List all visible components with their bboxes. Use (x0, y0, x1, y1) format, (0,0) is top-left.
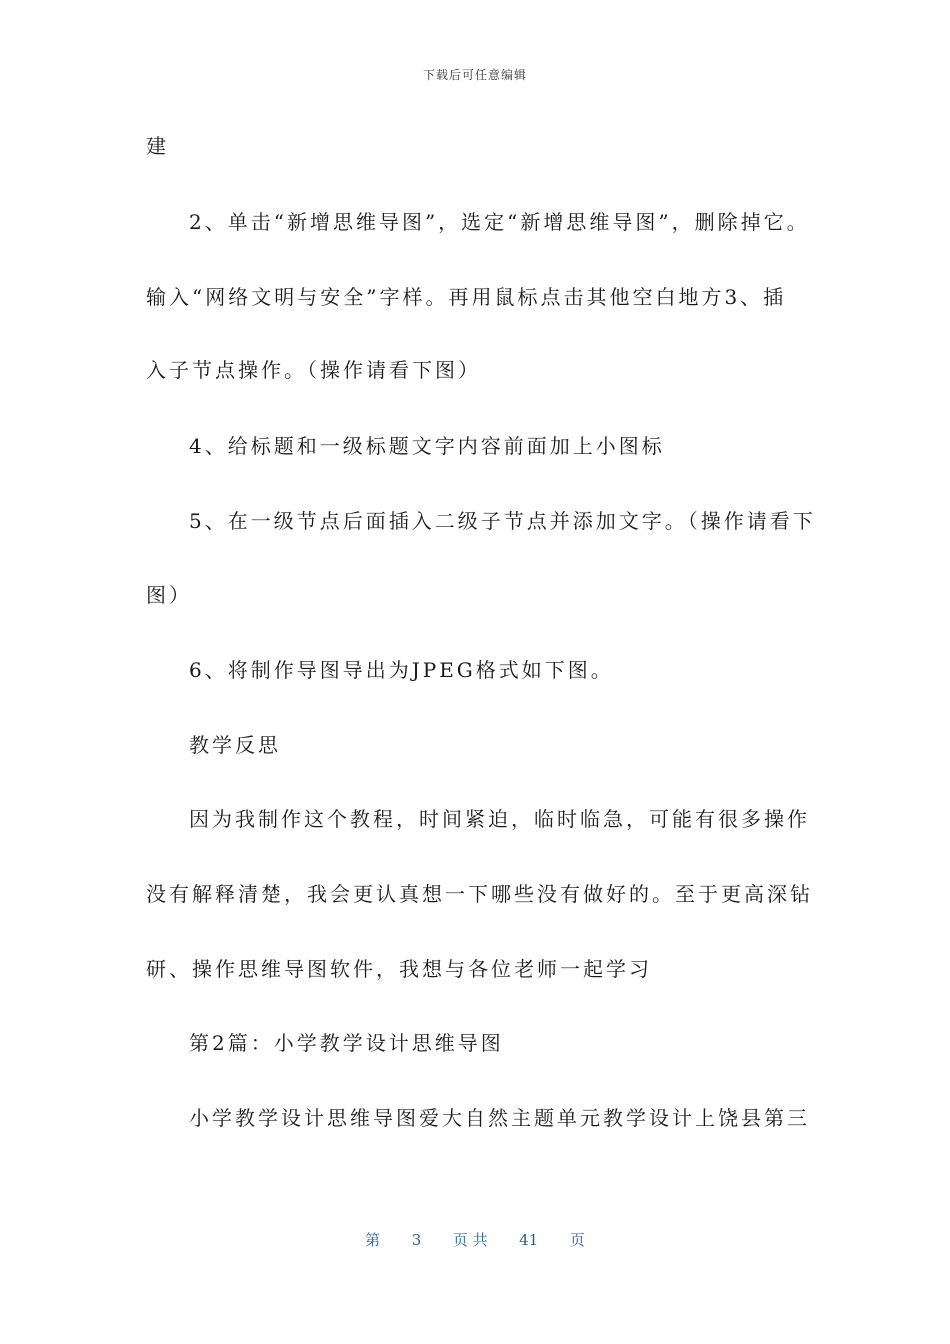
body-line: 图） (146, 583, 192, 607)
page-footer (0, 1229, 950, 1250)
body-line: 输入“网络文明与安全”字样。再用鼠标点击其他空白地方3、插 (146, 285, 787, 309)
body-line: 2、单击“新增思维导图”，选定“新增思维导图”，删除掉它。 (189, 210, 810, 234)
body-line: 小学教学设计思维导图爱大自然主题单元教学设计上饶县第三 (189, 1106, 810, 1130)
section-heading: 第2篇：小学教学设计思维导图 (189, 1031, 504, 1055)
section-heading: 教学反思 (189, 733, 281, 757)
body-line: 研、操作思维导图软件，我想与各位老师一起学习 (146, 957, 652, 981)
body-line: 入子节点操作。（操作请看下图） (146, 358, 481, 382)
body-line: 没有解释清楚，我会更认真想一下哪些没有做好的。至于更高深钻 (146, 882, 813, 906)
footer-label-di: 第 (365, 1231, 381, 1249)
footer-label-ye-gong: 页 共 (452, 1231, 488, 1249)
body-line: 4、给标题和一级标题文字内容前面加上小图标 (189, 434, 665, 458)
body-line: 6、将制作导图导出为JPEG格式如下图。 (189, 658, 614, 682)
body-line: 5、在一级节点后面插入二级子节点并添加文字。（操作请看下 (189, 509, 816, 533)
footer-total-pages: 41 (519, 1231, 539, 1249)
footer-label-ye: 页 (569, 1231, 585, 1249)
body-line: 建 (146, 134, 169, 158)
footer-current-page: 3 (411, 1231, 422, 1249)
body-line: 因为我制作这个教程，时间紧迫，临时临急，可能有很多操作 (189, 807, 810, 831)
page-header: 下载后可任意编辑 (422, 68, 527, 82)
